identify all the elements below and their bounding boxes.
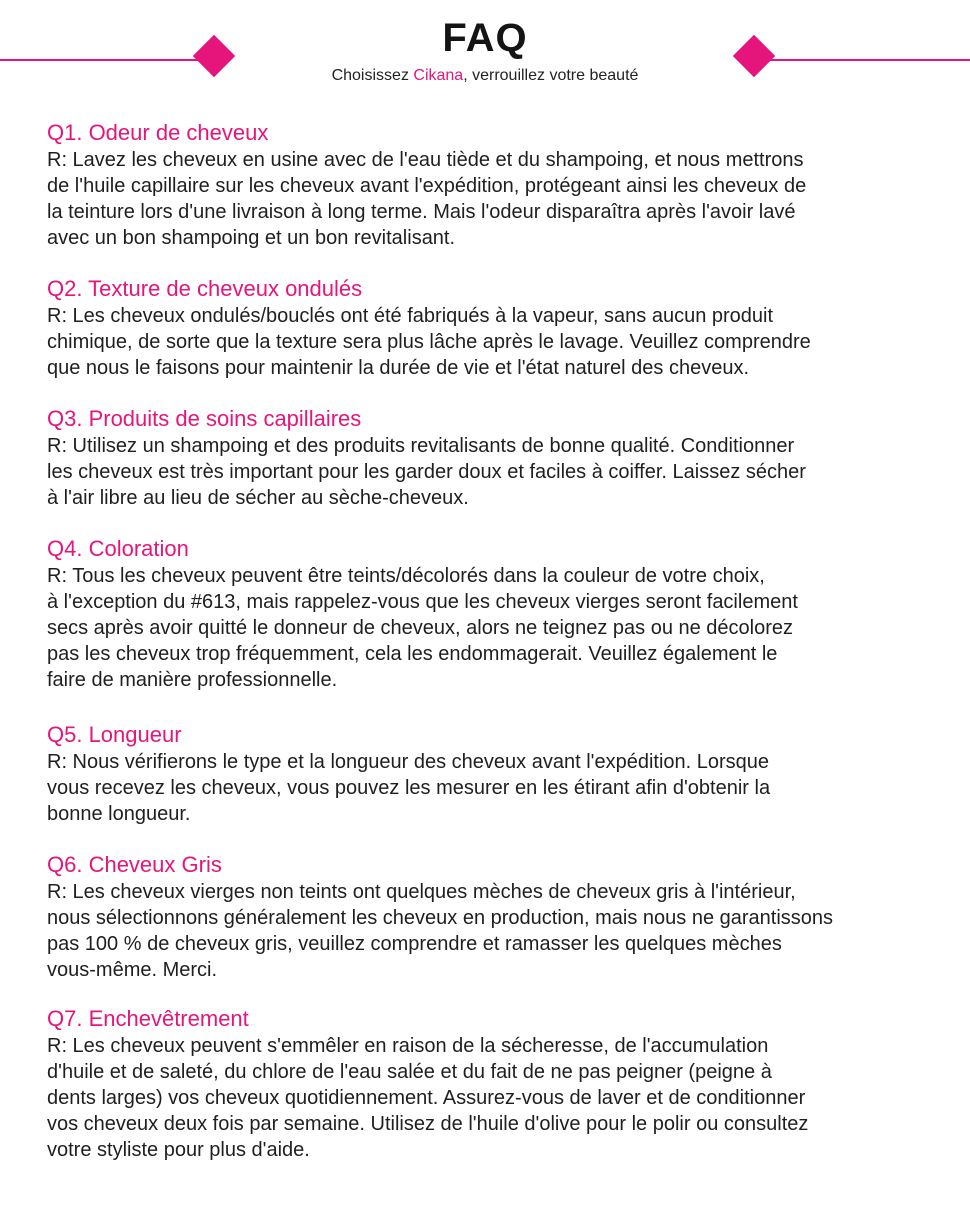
faq-item-texture [47, 275, 952, 381]
faq-answer [47, 879, 952, 983]
answer-line: à l'exception du #613, mais rappelez-vous que les cheveux vierges seront facilement [47, 591, 798, 613]
answer-line: avec un bon shampoing et un bon revitalisant. [47, 227, 456, 249]
answer-line: pas 100 % de cheveux gris, veuillez comprendre et ramasser les quelques mèches [47, 933, 782, 955]
answer-line: R: Les cheveux ondulés/bouclés ont été fabriqués à la vapeur, sans aucun produit [47, 305, 774, 327]
faq-question: Q7. Enchevêtrement [47, 1006, 249, 1031]
faq-question: Q5. Longueur [47, 722, 182, 747]
answer-line: R: Tous les cheveux peuvent être teints/décolorés dans la couleur de votre choix, [47, 565, 765, 587]
faq-header [0, 0, 970, 110]
answer-line: les cheveux est très important pour les garder doux et faciles à coiffer. Laissez sécher [47, 461, 806, 483]
faq-item-gris [47, 851, 952, 983]
faq-question: Q6. Cheveux Gris [47, 852, 222, 877]
faq-answer [47, 433, 952, 511]
answer-line: R: Les cheveux vierges non teints ont quelques mèches de cheveux gris à l'intérieur, [47, 881, 796, 903]
faq-question: Q2. Texture de cheveux ondulés [47, 276, 363, 301]
faq-answer [47, 1033, 952, 1163]
answer-line: votre styliste pour plus d'aide. [47, 1139, 310, 1161]
answer-line: R: Utilisez un shampoing et des produits revitalisants de bonne qualité. Conditionner [47, 435, 795, 457]
subtitle-suffix: , verrouillez votre beauté [463, 67, 639, 84]
answer-line: de l'huile capillaire sur les cheveux avant l'expédition, protégeant ainsi les cheveux de [47, 175, 807, 197]
faq-question: Q1. Odeur de cheveux [47, 120, 269, 145]
answer-line: que nous le faisons pour maintenir la durée de vie et l'état naturel des cheveux. [47, 357, 750, 379]
brand-name: Cikana [413, 67, 464, 84]
faq-item-enchevetrement [47, 1005, 952, 1163]
answer-line: vous-même. Merci. [47, 959, 218, 981]
answer-line: R: Lavez les cheveux en usine avec de l'eau tiède et du shampoing, et nous mettrons [47, 149, 804, 171]
faq-question: Q4. Coloration [47, 536, 189, 561]
answer-line: nous sélectionnons généralement les cheveux en production, mais nous ne garantissons [47, 907, 834, 929]
answer-line: secs après avoir quitté le donneur de cheveux, alors ne teignez pas ou ne décolorez [47, 617, 794, 639]
faq-item-longueur [47, 721, 952, 827]
faq-answer [47, 303, 952, 381]
faq-list [47, 119, 952, 1163]
answer-line: vous recevez les cheveux, vous pouvez les mesurer en les étirant afin d'obtenir la [47, 777, 771, 799]
answer-line: bonne longueur. [47, 803, 191, 825]
faq-question: Q3. Produits de soins capillaires [47, 406, 362, 431]
answer-line: la teinture lors d'une livraison à long terme. Mais l'odeur disparaîtra après l'avoir lavé [47, 201, 796, 223]
answer-line: faire de manière professionnelle. [47, 669, 338, 691]
faq-answer [47, 749, 952, 827]
answer-line: R: Les cheveux peuvent s'emmêler en raison de la sécheresse, de l'accumulation [47, 1035, 769, 1057]
faq-answer [47, 563, 952, 693]
answer-line: chimique, de sorte que la texture sera plus lâche après le lavage. Veuillez comprendre [47, 331, 811, 353]
answer-line: pas les cheveux trop fréquemment, cela les endommagerait. Veuillez également le [47, 643, 778, 665]
faq-item-odeur [47, 119, 952, 251]
faq-item-soins [47, 405, 952, 511]
answer-line: vos cheveux deux fois par semaine. Utilisez de l'huile d'olive pour le polir ou consultez [47, 1113, 809, 1135]
subtitle-prefix: Choisissez [331, 67, 414, 84]
answer-line: à l'air libre au lieu de sécher au sèche-cheveux. [47, 487, 469, 509]
answer-line: R: Nous vérifierons le type et la longueur des cheveux avant l'expédition. Lorsque [47, 751, 770, 773]
faq-item-coloration [47, 535, 952, 693]
page-subtitle [0, 66, 970, 86]
answer-line: d'huile et de saleté, du chlore de l'eau salée et du fait de ne pas peigner (peigne à [47, 1061, 772, 1083]
faq-answer [47, 147, 952, 251]
answer-line: dents larges) vos cheveux quotidiennement. Assurez-vous de laver et de conditionner [47, 1087, 806, 1109]
page-title: FAQ [442, 16, 528, 60]
